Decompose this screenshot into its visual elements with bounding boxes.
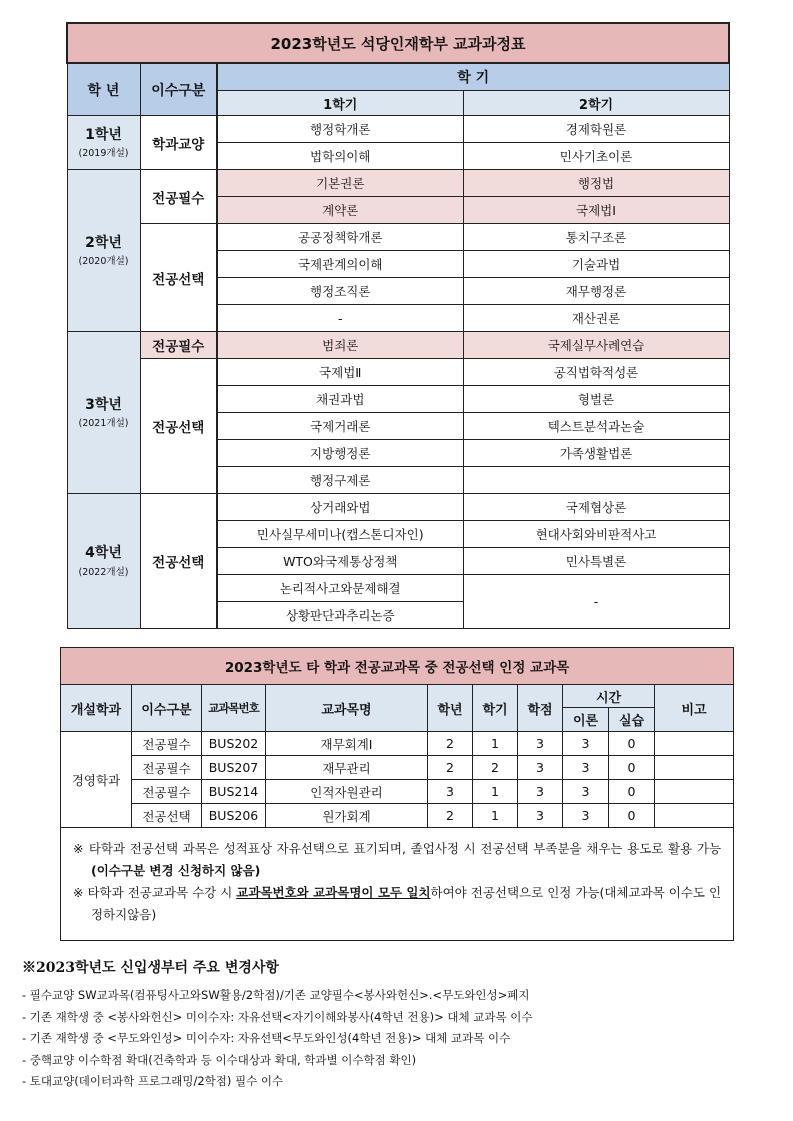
table-cell: 원가회계 — [266, 804, 428, 828]
course-cell: 재무행정론 — [463, 278, 729, 305]
course-cell: 현대사회와비판적사고 — [463, 521, 729, 548]
table-cell: 재무관리 — [266, 756, 428, 780]
changes-item: - 토대교양(데이터과학 프로그래밍/2학점) 필수 이수 — [22, 1074, 284, 1088]
changes-item: - 기존 재학생 중 <무도와인성> 미이수자: 자유선택<무도와인성(4학년 전용)> 대체 교과목 이수 — [22, 1031, 511, 1045]
year2-label: 2학년 (2020개설) — [67, 170, 140, 332]
year3-label: 3학년 (2021개설) — [67, 332, 140, 494]
course-cell: WTO와국제통상정책 — [217, 548, 463, 575]
course-cell: 재산권론 — [463, 305, 729, 332]
year3-category-required: 전공필수 — [140, 332, 217, 359]
course-cell: 국제법Ⅰ — [463, 197, 729, 224]
course-cell: - — [463, 575, 729, 629]
table-row — [61, 756, 734, 780]
col-header-practice: 실습 — [609, 708, 655, 732]
course-cell: 민사특별론 — [463, 548, 729, 575]
table-cell: 0 — [609, 756, 655, 780]
course-cell: 국제관계의이해 — [217, 251, 463, 278]
course-cell: 민사기초이론 — [463, 143, 729, 170]
table-cell: 전공선택 — [132, 804, 202, 828]
course-cell: 행정학개론 — [217, 116, 463, 143]
table-cell: 3 — [518, 804, 563, 828]
course-cell: 기본권론 — [217, 170, 463, 197]
table-cell: 3 — [563, 804, 609, 828]
col-header-credit: 학점 — [518, 685, 563, 732]
year1-category: 학과교양 — [140, 116, 217, 170]
other-dept-table — [60, 647, 734, 941]
year4-category-elective: 전공선택 — [140, 494, 217, 629]
table-cell: 전공필수 — [132, 756, 202, 780]
table-cell: BUS206 — [202, 804, 266, 828]
year2-category-required: 전공필수 — [140, 170, 217, 224]
col-header-dept: 개설학과 — [61, 685, 132, 732]
table-cell: 2 — [428, 732, 473, 756]
table-row — [61, 780, 734, 804]
table-cell: 3 — [518, 732, 563, 756]
table-cell: 2 — [428, 756, 473, 780]
table-cell: 1 — [473, 804, 518, 828]
col-header-name: 교과목명 — [266, 685, 428, 732]
table-cell: 3 — [518, 780, 563, 804]
table-cell: 전공필수 — [132, 732, 202, 756]
table-cell — [655, 732, 734, 756]
table-cell: 1 — [473, 732, 518, 756]
table-cell: 3 — [428, 780, 473, 804]
course-cell — [463, 467, 729, 494]
changes-item: - 필수교양 SW교과목(컴퓨팅사고와SW활용/2학점)/기존 교양필수<봉사와헌신>.<무도와인성>폐지 — [22, 988, 530, 1002]
col-header-category: 이수구분 — [132, 685, 202, 732]
course-cell: 국제거래론 — [217, 413, 463, 440]
other-dept-title: 2023학년도 타 학과 전공교과목 중 전공선택 인정 교과목 — [61, 648, 734, 685]
table-cell: 2 — [473, 756, 518, 780]
course-cell: 국제법Ⅱ — [217, 359, 463, 386]
dept-cell: 경영학과 — [61, 732, 132, 828]
course-cell: 법학의이해 — [217, 143, 463, 170]
col-header-code: 교과목번호 — [202, 685, 266, 732]
changes-section — [22, 957, 782, 1093]
course-cell: 상황판단과추리논증 — [217, 602, 463, 629]
table-cell — [655, 756, 734, 780]
table-cell: 재무회계Ⅰ — [266, 732, 428, 756]
curriculum-table — [66, 22, 730, 629]
note-2: ※ 타학과 전공교과목 수강 시 교과목번호와 교과목명이 모두 일치하여야 전공선택으로 인정 가능(대체교과목 이수도 인정하지않음) — [73, 884, 722, 922]
header-category: 이수구분 — [140, 63, 217, 116]
col-header-note: 비고 — [655, 685, 734, 732]
table-cell: BUS207 — [202, 756, 266, 780]
table-cell: BUS214 — [202, 780, 266, 804]
course-cell: 행정법 — [463, 170, 729, 197]
course-cell: 공직법학적성론 — [463, 359, 729, 386]
year1-label: 1학년 (2019개설) — [67, 116, 140, 170]
course-cell: 채권과법 — [217, 386, 463, 413]
course-cell: 상거래와법 — [217, 494, 463, 521]
table-cell: 0 — [609, 732, 655, 756]
course-cell: 지방행정론 — [217, 440, 463, 467]
course-cell: 민사실무세미나(캡스톤디자인) — [217, 521, 463, 548]
table-cell: 3 — [518, 756, 563, 780]
note-1: ※ 타학과 전공선택 과목은 성적표상 자유선택으로 표기되며, 졸업사정 시 전공선택 부족분을 채우는 용도로 활용 가능(이수구분 변경 신청하지 않음) — [73, 841, 722, 878]
table-cell — [655, 804, 734, 828]
course-cell: 형벌론 — [463, 386, 729, 413]
course-cell: 국제실무사례연습 — [463, 332, 729, 359]
course-cell: 기술과법 — [463, 251, 729, 278]
table-cell: 3 — [563, 780, 609, 804]
changes-item: - 기존 재학생 중 <봉사와헌신> 미이수자: 자유선택<자기이해와봉사(4학년 전용)> 대체 교과목 이수 — [22, 1009, 533, 1024]
course-cell: - — [217, 305, 463, 332]
course-cell: 행정구제론 — [217, 467, 463, 494]
table-cell: 2 — [428, 804, 473, 828]
course-cell: 논리적사고와문제해결 — [217, 575, 463, 602]
table-cell: 1 — [473, 780, 518, 804]
table-cell: 3 — [563, 732, 609, 756]
curriculum-title: 2023학년도 석당인재학부 교과과정표 — [67, 23, 729, 63]
course-cell: 통치구조론 — [463, 224, 729, 251]
course-cell: 국제협상론 — [463, 494, 729, 521]
course-cell: 경제학원론 — [463, 116, 729, 143]
col-header-semester: 학기 — [473, 685, 518, 732]
table-cell: 인적자원관리 — [266, 780, 428, 804]
year4-label: 4학년 (2022개설) — [67, 494, 140, 629]
table-cell — [655, 780, 734, 804]
changes-item: - 중핵교양 이수학점 확대(건축학과 등 이수대상과 확대, 학과별 이수학점 확인) — [22, 1052, 417, 1067]
table-row — [61, 732, 734, 756]
col-header-year: 학년 — [428, 685, 473, 732]
col-header-theory: 이론 — [563, 708, 609, 732]
course-cell: 공공정책학개론 — [217, 224, 463, 251]
course-cell: 텍스트분석과논술 — [463, 413, 729, 440]
table-cell: 0 — [609, 804, 655, 828]
table-row — [61, 804, 734, 828]
course-cell: 가족생활법론 — [463, 440, 729, 467]
header-sem1: 1학기 — [217, 91, 463, 116]
table-cell: 3 — [563, 756, 609, 780]
col-header-time: 시간 — [563, 685, 655, 708]
table-cell: BUS202 — [202, 732, 266, 756]
notes-box — [61, 828, 734, 941]
changes-title: ※2023학년도 신입생부터 주요 변경사항 — [22, 960, 279, 976]
table-cell: 0 — [609, 780, 655, 804]
header-year: 학 년 — [67, 63, 140, 116]
course-cell: 계약론 — [217, 197, 463, 224]
table-cell: 전공필수 — [132, 780, 202, 804]
header-semester: 학 기 — [217, 63, 729, 91]
year2-category-elective: 전공선택 — [140, 224, 217, 332]
course-cell: 행정조직론 — [217, 278, 463, 305]
course-cell: 범죄론 — [217, 332, 463, 359]
header-sem2: 2학기 — [463, 91, 729, 116]
year3-category-elective: 전공선택 — [140, 359, 217, 494]
